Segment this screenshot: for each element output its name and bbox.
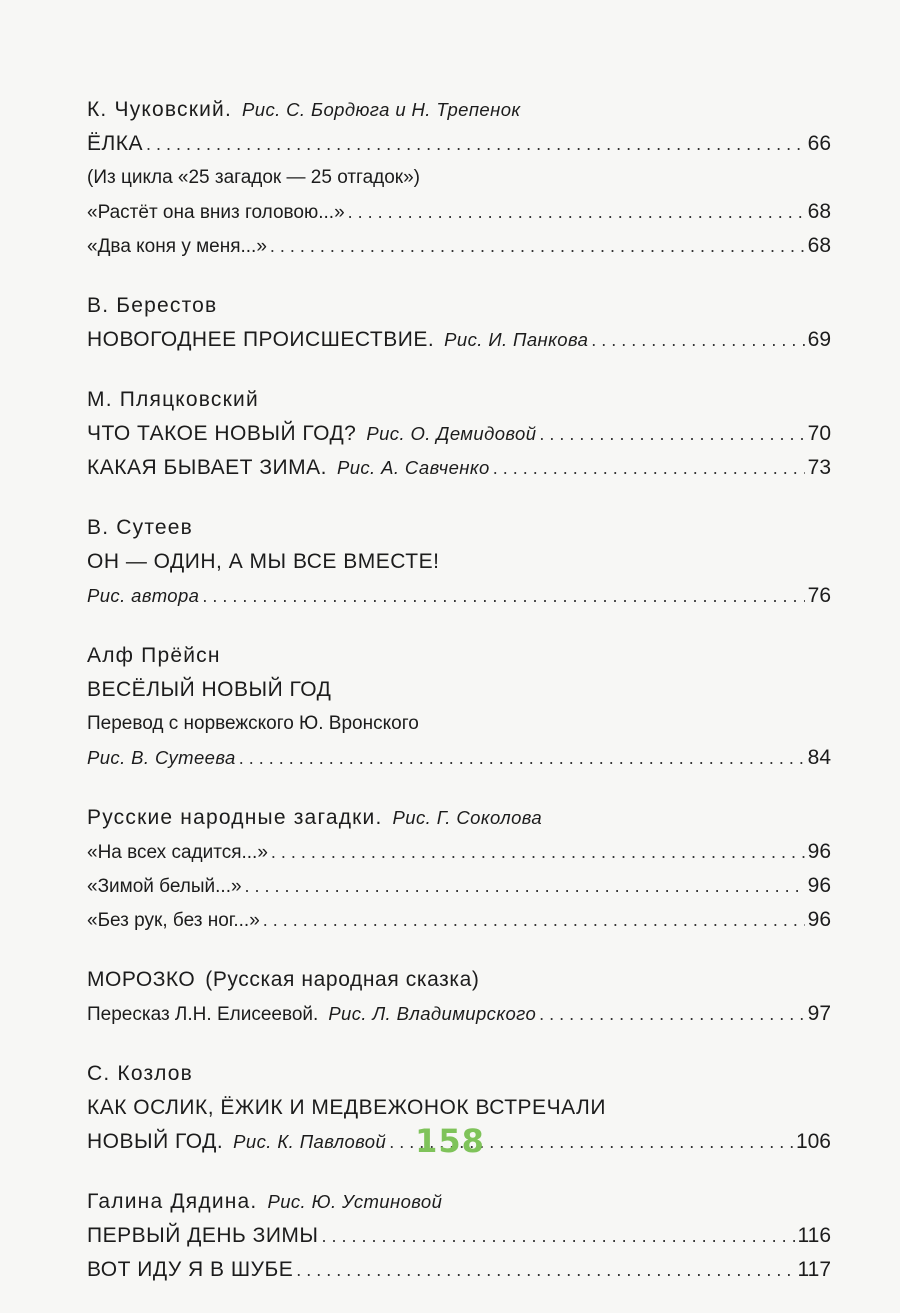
toc-entry-title-line[interactable]	[87, 963, 831, 997]
toc-page-number: 66	[807, 132, 831, 155]
toc-block-riddles	[87, 801, 831, 937]
toc-cycle-label: (Из цикла «25 загадок — 25 отгадок»)	[87, 167, 420, 188]
toc-entry[interactable]	[87, 579, 831, 613]
toc-block-suteev	[87, 511, 831, 613]
toc-leader-dots	[539, 997, 804, 1031]
toc-author: С. Козлов	[87, 1062, 194, 1085]
toc-author: К. Чуковский.	[87, 98, 233, 121]
toc-entry[interactable]	[87, 1253, 831, 1287]
toc-entry-title: «Без рук, без ног...»	[87, 910, 260, 931]
toc-author: Галина Дядина.	[87, 1190, 258, 1213]
toc-illustrator: Рис. А. Савченко	[336, 457, 490, 478]
toc-illustrator: Рис. автора	[87, 585, 200, 606]
toc-author-line	[87, 639, 831, 673]
toc-illustrator: Рис. К. Павловой	[233, 1131, 387, 1152]
toc-entry[interactable]	[87, 997, 831, 1031]
toc-page-number: 70	[807, 422, 831, 445]
toc-entry[interactable]	[87, 127, 831, 161]
toc-leader-dots	[539, 417, 804, 451]
toc-block-plyatskovsky	[87, 383, 831, 485]
toc-entry[interactable]	[87, 1219, 831, 1253]
toc-entry-title: КАКАЯ БЫВАЕТ ЗИМА.	[87, 456, 327, 479]
toc-page-number: 76	[807, 584, 831, 607]
page-number: 158	[415, 1122, 485, 1160]
toc-author: В. Сутеев	[87, 516, 194, 539]
toc-author-line	[87, 93, 831, 127]
toc-page-number: 96	[807, 908, 831, 931]
toc-page-number: 68	[807, 234, 831, 257]
toc-entry[interactable]	[87, 741, 831, 775]
toc-page-number: 96	[807, 874, 831, 897]
toc-entry[interactable]	[87, 229, 831, 263]
toc-entry-title: «На всех садится...»	[87, 842, 268, 863]
toc-page-number: 96	[807, 840, 831, 863]
toc-entry[interactable]	[87, 903, 831, 937]
toc-entry-title: «Два коня у меня...»	[87, 236, 267, 257]
toc-entry[interactable]	[87, 323, 831, 357]
toc-page-number: 117	[797, 1258, 831, 1281]
toc-leader-dots	[493, 451, 805, 485]
toc-cycle-note	[87, 161, 831, 195]
toc-entry-title-line[interactable]	[87, 545, 831, 579]
toc-page-number: 73	[807, 456, 831, 479]
toc-entry-title: НОВЫЙ ГОД.	[87, 1130, 224, 1153]
toc-page-number: 106	[795, 1130, 831, 1153]
toc-author-line	[87, 1057, 831, 1091]
toc-entry-title: ОН — ОДИН, А МЫ ВСЕ ВМЕСТЕ!	[87, 550, 440, 573]
toc-leader-dots	[202, 579, 804, 613]
toc-leader-dots	[270, 229, 805, 263]
toc-entry-title: ВОТ ИДУ Я В ШУБЕ	[87, 1258, 294, 1281]
toc-block-morozko	[87, 963, 831, 1031]
toc-block-dyadina	[87, 1185, 831, 1287]
toc-illustrator: Рис. О. Демидовой	[366, 423, 537, 444]
toc-author: В. Берестов	[87, 294, 218, 317]
toc-entry[interactable]	[87, 417, 831, 451]
toc-entry[interactable]	[87, 451, 831, 485]
toc-entry-title: НОВОГОДНЕЕ ПРОИСШЕСТВИЕ.	[87, 328, 435, 351]
toc-entry-title-line[interactable]	[87, 673, 831, 707]
toc-entry-title: «Зимой белый...»	[87, 876, 242, 897]
toc-block-berestov	[87, 289, 831, 357]
toc-block-chukovsky	[87, 93, 831, 263]
toc-page-number: 69	[807, 328, 831, 351]
toc-entry-title-line[interactable]	[87, 1091, 831, 1125]
toc-illustrator: Рис. Л. Владимирского	[328, 1003, 537, 1024]
toc-page-number: 84	[807, 746, 831, 769]
toc-entry-title: МОРОЗКО	[87, 968, 196, 991]
toc-retelling: Пересказ Л.Н. Елисеевой.	[87, 1004, 319, 1025]
toc-entry-title: «Растёт она вниз головою...»	[87, 202, 345, 223]
toc-entry-subtitle: (Русская народная сказка)	[205, 968, 480, 991]
toc-illustrator: Рис. В. Сутеева	[87, 747, 236, 768]
toc-author: Русские народные загадки.	[87, 806, 383, 829]
toc-author-line	[87, 1185, 831, 1219]
toc-block-preysen	[87, 639, 831, 775]
toc-author-line	[87, 511, 831, 545]
toc-leader-dots	[348, 195, 805, 229]
toc-author-line	[87, 383, 831, 417]
toc-entry[interactable]	[87, 869, 831, 903]
toc-author: М. Пляцковский	[87, 388, 259, 411]
toc-leader-dots	[245, 869, 805, 903]
toc-leader-dots	[591, 323, 804, 357]
toc-leader-dots	[146, 127, 805, 161]
toc-author-line	[87, 801, 831, 835]
toc-entry[interactable]	[87, 835, 831, 869]
toc-leader-dots	[271, 835, 805, 869]
toc-illustrator: Рис. И. Панкова	[444, 329, 589, 350]
toc-entry-title: ЧТО ТАКОЕ НОВЫЙ ГОД?	[87, 422, 357, 445]
toc-entry-title: КАК ОСЛИК, ЁЖИК И МЕДВЕЖОНОК ВСТРЕЧАЛИ	[87, 1096, 606, 1119]
toc-leader-dots	[296, 1253, 794, 1287]
toc-translation-line	[87, 707, 831, 741]
toc-author: Алф Прёйсн	[87, 644, 221, 667]
toc-illustrator: Рис. Ю. Устиновой	[267, 1191, 443, 1212]
toc-entry-title: ВЕСЁЛЫЙ НОВЫЙ ГОД	[87, 678, 332, 701]
toc-entry-title: ПЕРВЫЙ ДЕНЬ ЗИМЫ	[87, 1224, 319, 1247]
toc-author-line	[87, 289, 831, 323]
toc-translation: Перевод с норвежского Ю. Вронского	[87, 713, 419, 734]
toc-leader-dots	[239, 741, 805, 775]
toc-entry-title: ЁЛКА	[87, 132, 144, 155]
toc-illustrator: Рис. С. Бордюга и Н. Трепенок	[242, 99, 521, 120]
toc-page-number: 68	[807, 200, 831, 223]
toc-page-number: 97	[807, 1002, 831, 1025]
toc-page-number: 116	[797, 1224, 831, 1247]
toc-leader-dots	[263, 903, 805, 937]
toc-illustrator: Рис. Г. Соколова	[392, 807, 543, 828]
toc-entry[interactable]	[87, 195, 831, 229]
toc-leader-dots	[322, 1219, 795, 1253]
